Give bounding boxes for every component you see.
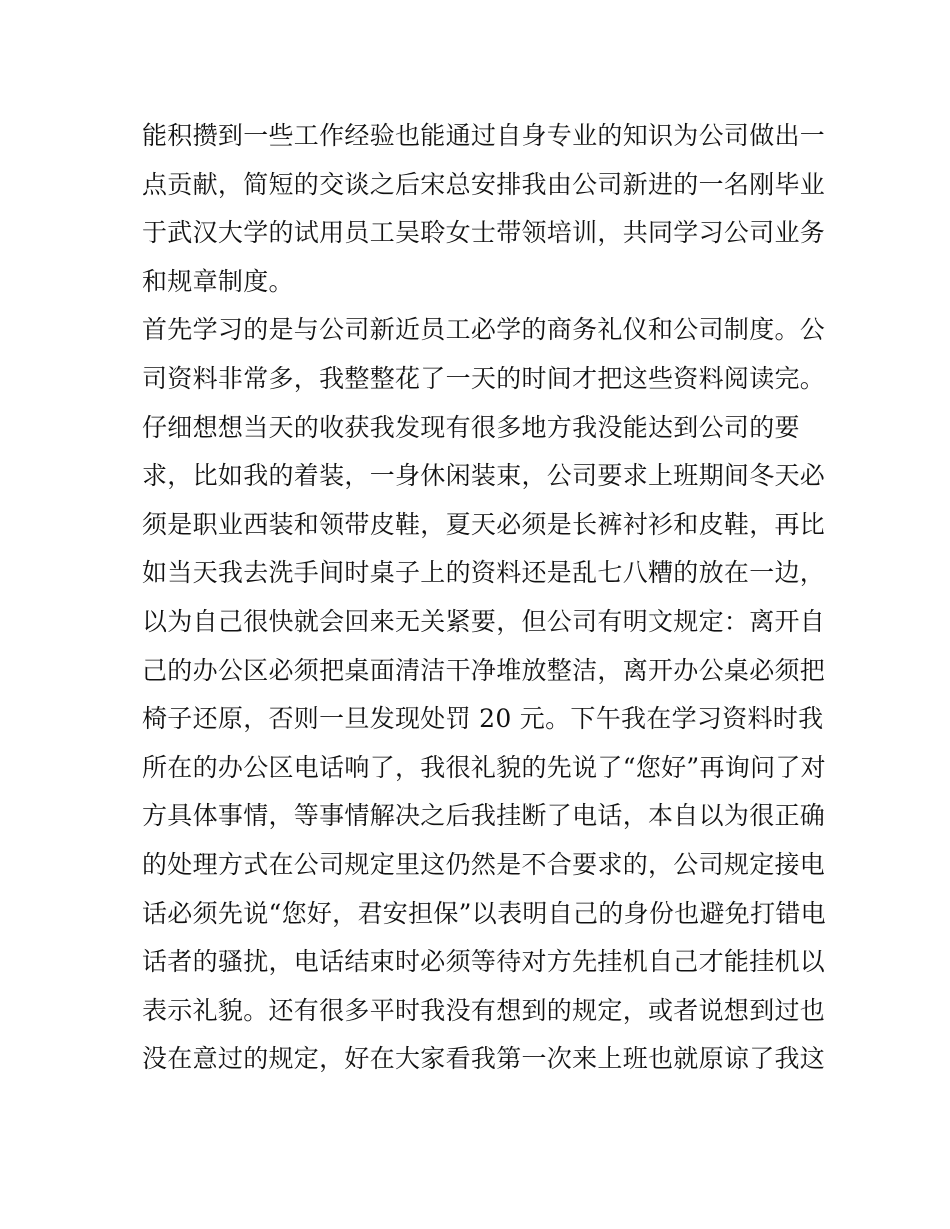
text-line: 的处理方式在公司规定里这仍然是不合要求的，公司规定接电 (142, 849, 826, 879)
text-line: 如当天我去洗手间时桌子上的资料还是乱七八糟的放在一边， (142, 558, 826, 588)
text-line: 表示礼貌。还有很多平时我没有想到的规定，或者说想到过也 (142, 995, 826, 1025)
text-line: 首先学习的是与公司新近员工必学的商务礼仪和公司制度。公 (142, 315, 826, 345)
text-line: 于武汉大学的试用员工吴聆女士带领培训，共同学习公司业务 (142, 218, 826, 248)
text-line: 己的办公区必须把桌面清洁干净堆放整洁，离开办公桌必须把 (142, 655, 826, 685)
text-line: 椅子还原，否则一旦发现处罚 20 元。下午我在学习资料时我 (142, 704, 824, 734)
text-line: 和规章制度。 (142, 266, 294, 296)
text-line: 须是职业西装和领带皮鞋，夏天必须是长裤衬衫和皮鞋，再比 (142, 509, 826, 539)
text-line: 没在意过的规定，好在大家看我第一次来上班也就原谅了我这 (142, 1044, 826, 1074)
text-line: 话必须先说“您好，君安担保”以表明自己的身份也避免打错电 (142, 898, 826, 928)
text-line: 求，比如我的着装，一身休闲装束，公司要求上班期间冬天必 (142, 461, 826, 491)
text-line: 能积攒到一些工作经验也能通过自身专业的知识为公司做出一 (142, 121, 826, 150)
text-line: 点贡献，简短的交谈之后宋总安排我由公司新进的一名刚毕业 (142, 169, 826, 199)
body-text (142, 112, 826, 1084)
text-line: 司资料非常多，我整整花了一天的时间才把这些资料阅读完。 (142, 363, 826, 393)
text-line: 话者的骚扰，电话结束时必须等待对方先挂机自己才能挂机以 (142, 947, 826, 977)
text-line: 所在的办公区电话响了，我很礼貌的先说了“您好”再询问了对 (142, 752, 826, 782)
text-line: 以为自己很快就会回来无关紧要，但公司有明文规定：离开自 (142, 606, 826, 636)
text-line: 仔细想想当天的收获我发现有很多地方我没能达到公司的要 (142, 412, 800, 442)
text-line: 方具体事情，等事情解决之后我挂断了电话，本自以为很正确 (142, 801, 826, 831)
